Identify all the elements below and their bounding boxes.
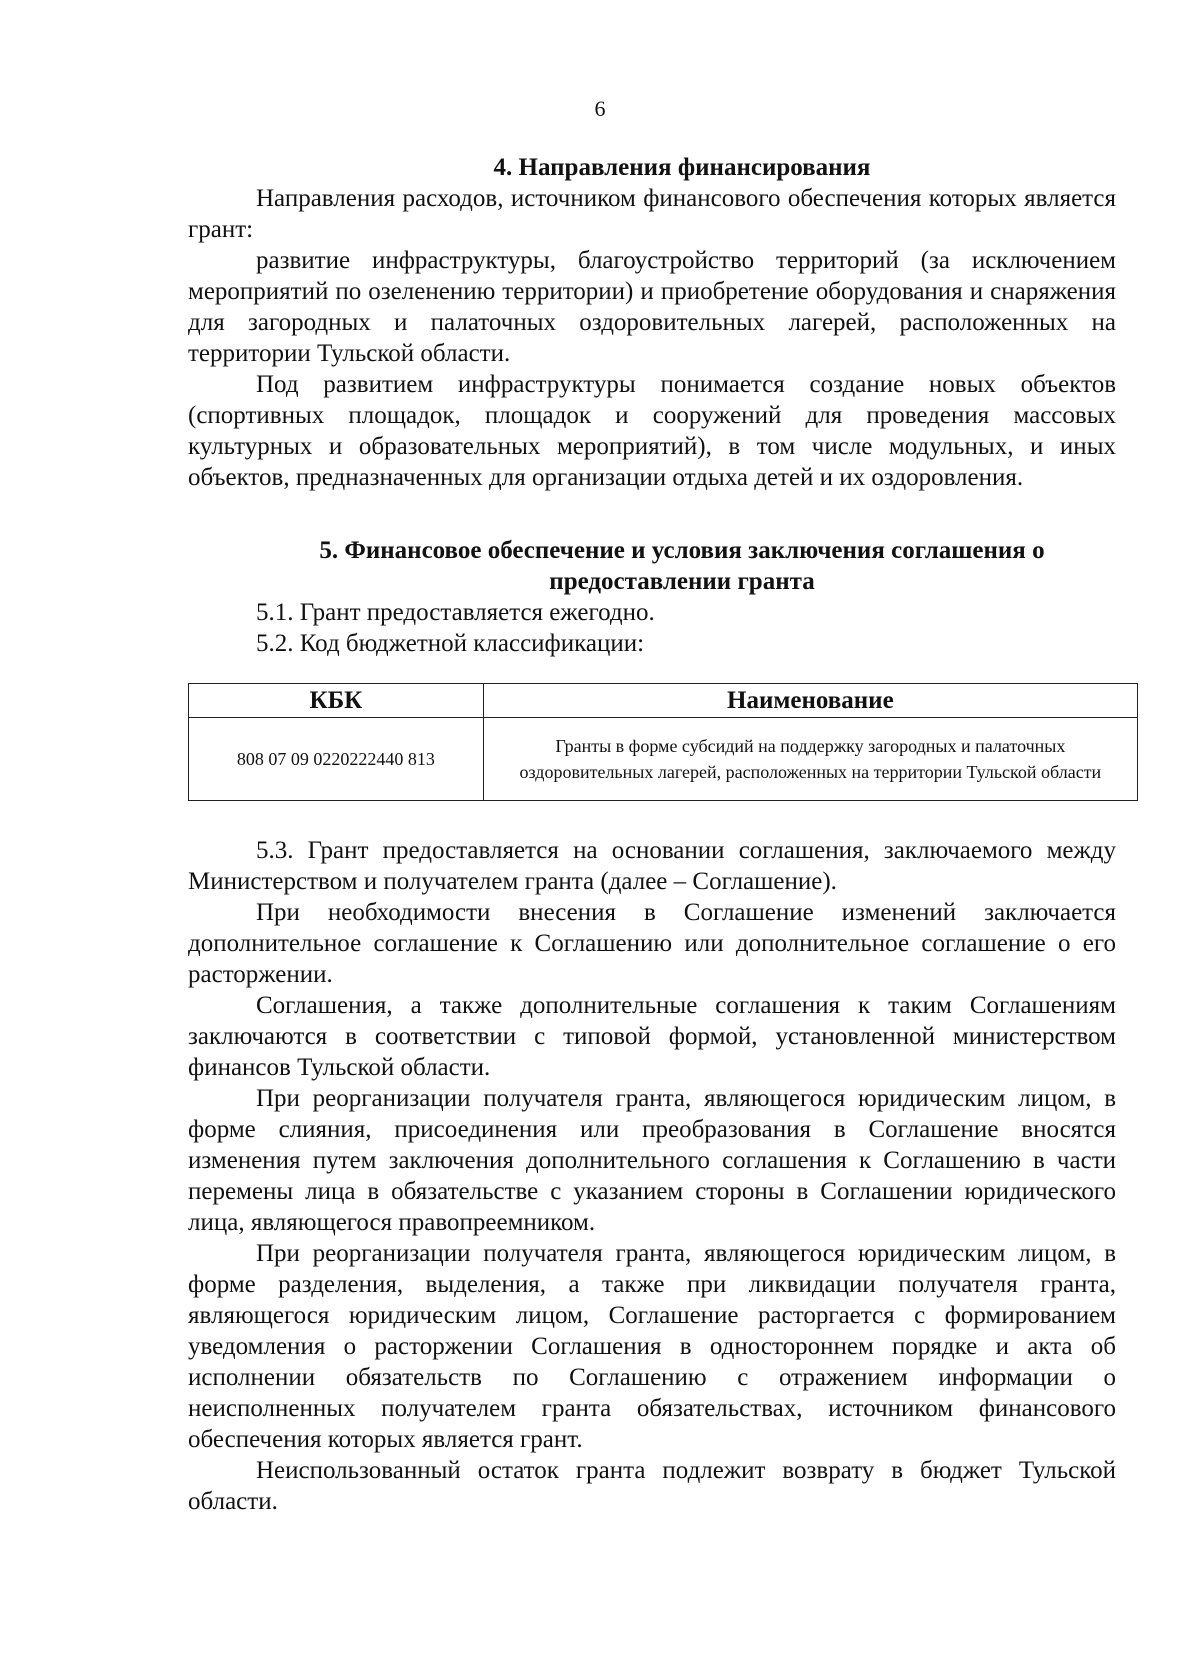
kbk-name-cell: Гранты в форме субсидий на поддержку загородных и палаточных оздоровительных лагерей, расположенных на территории Тульской области — [483, 718, 1137, 801]
page-number: 6 — [594, 96, 606, 121]
section-5-paragraph-6: Неиспользованный остаток гранта подлежит возврату в бюджет Тульской области. — [188, 1457, 1116, 1515]
section-5-paragraph-3: Соглашения, а также дополнительные соглашения к таким Соглашениям заключаются в соответствии с типовой формой, установленной министерством финансов Тульской области. — [188, 992, 1116, 1081]
section-5-heading — [188, 535, 1116, 597]
kbk-column-header: КБК — [189, 684, 484, 718]
document-body — [188, 152, 1116, 1517]
section-5-heading-line-2: предоставлении гранта — [549, 568, 815, 595]
section-5-paragraph-2: При необходимости внесения в Соглашение изменений заключается дополнительное соглашение к Соглашению или дополнительное соглашение о его расторжении. — [188, 899, 1116, 988]
kbk-code-cell: 808 07 09 0220222440 813 — [189, 718, 484, 801]
table-row — [189, 718, 1138, 801]
section-4-heading: 4. Направления финансирования — [493, 154, 871, 181]
item-5-1: 5.1. Грант предоставляется ежегодно. — [256, 599, 655, 626]
section-5-heading-line-1: 5. Финансовое обеспечение и условия заключения соглашения о — [319, 537, 1045, 564]
section-4-paragraph-1: Направления расходов, источником финансового обеспечения которых является грант: — [188, 185, 1116, 243]
section-5-paragraph-4: При реорганизации получателя гранта, являющегося юридическим лицом, в форме слияния, присоединения или преобразования в Соглашение вносятся изменения путем заключения дополнительного соглашения к Соглашению в части перемены лица в обязательстве с указанием стороны в Соглашении юридического лица, являющегося правопреемником. — [188, 1085, 1116, 1236]
section-4-paragraph-2: развитие инфраструктуры, благоустройство территорий (за исключением мероприятий по озеленению территории) и приобретение оборудования и снаряжения для загородных и палаточных оздоровительных лагерей, расположенных на территории Тульской области. — [188, 247, 1116, 367]
item-5-2: 5.2. Код бюджетной классификации: — [256, 630, 645, 657]
section-4-paragraph-3: Под развитием инфраструктуры понимается создание новых объектов (спортивных площадок, площадок и сооружений для проведения массовых культурных и образовательных мероприятий), в том числе модульных, и иных объектов, предназначенных для организации отдыха детей и их оздоровления. — [188, 371, 1116, 491]
name-column-header: Наименование — [483, 684, 1137, 718]
section-5-paragraph-5: При реорганизации получателя гранта, являющегося юридическим лицом, в форме разделения, выделения, а также при ликвидации получателя гранта, являющегося юридическим лицом, Соглашение расторгается с формированием уведомления о расторжении Соглашения в одностороннем порядке и акта об исполнении обязательств по Соглашению с отражением информации о неисполненных получателем гранта обязательствах, источником финансового обеспечения которых является грант. — [188, 1240, 1116, 1453]
kbk-table-header-row — [189, 684, 1138, 718]
kbk-table — [188, 683, 1138, 801]
item-5-3: 5.3. Грант предоставляется на основании соглашения, заключаемого между Министерством и получателем гранта (далее – Соглашение). — [188, 837, 1116, 895]
